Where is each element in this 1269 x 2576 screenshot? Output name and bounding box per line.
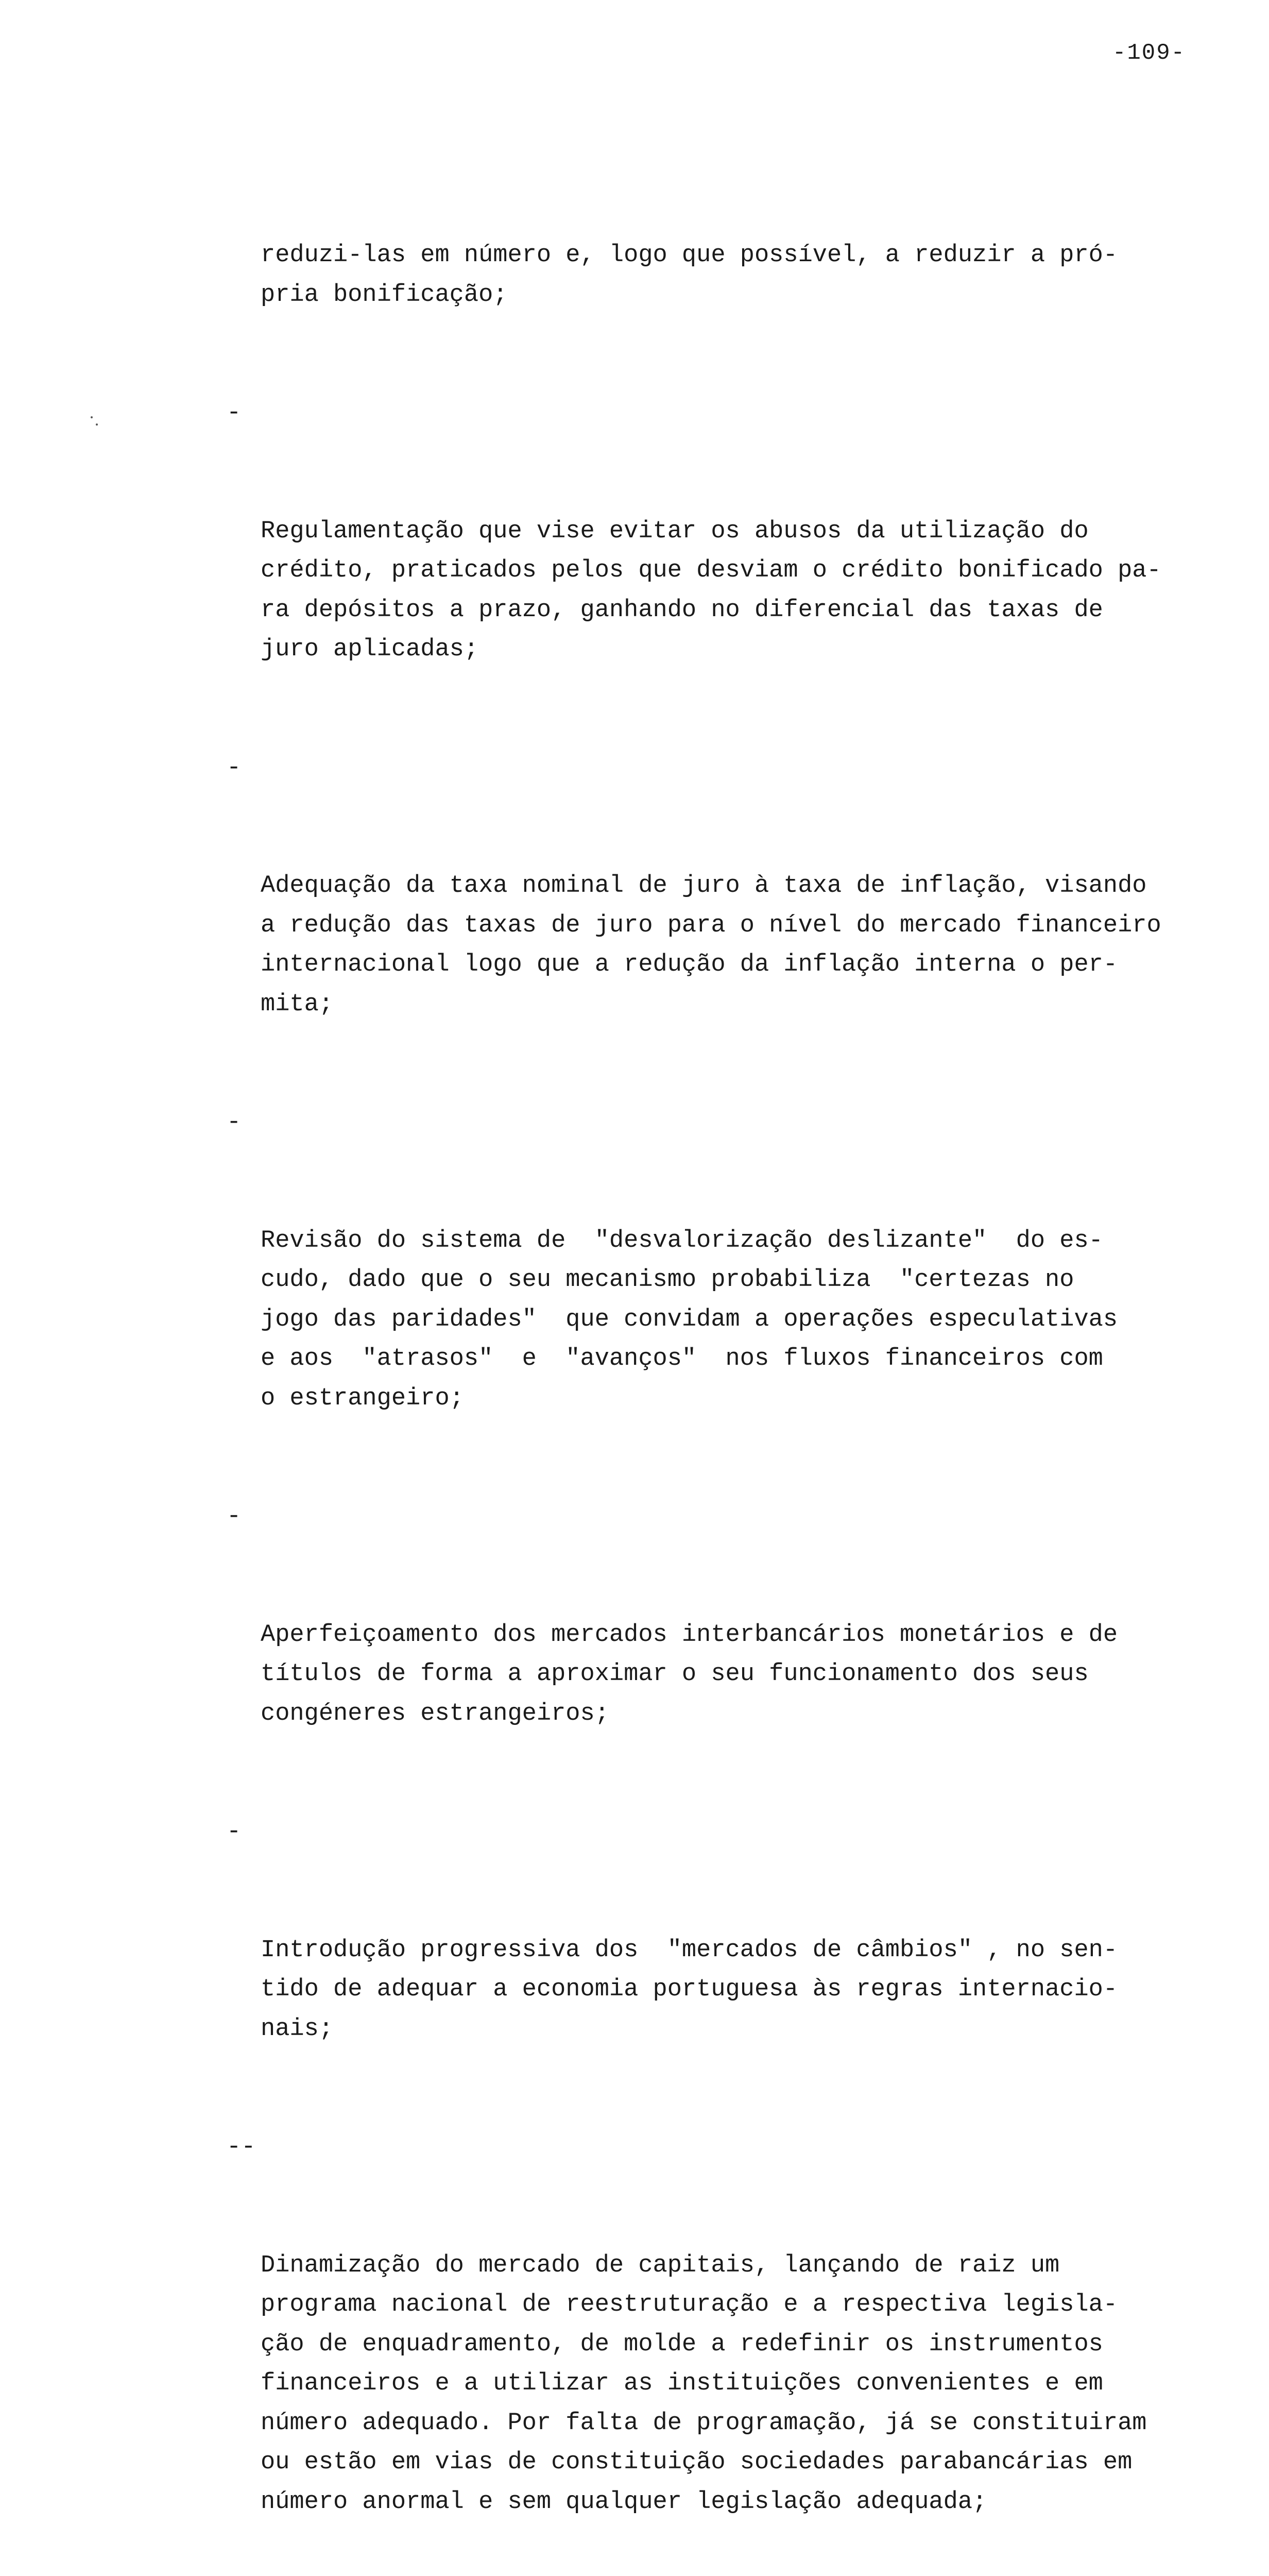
scan-speck [91, 416, 93, 418]
list-item-text: Aperfeiçoamento dos mercados interbancários monetários e de títulos de forma a aproximar o seu funcionamento dos seus congéneres estrangeiros; [261, 1621, 1118, 1727]
list-dash: -- [227, 2133, 256, 2161]
page-number: -109- [1112, 40, 1186, 66]
list-item-text: Regulamentação que vise evitar os abusos da utilização do crédito, praticados pelos que desviam o crédito bonificado pa- ra depósitos a prazo, ganhando no diferencial das taxas de juro aplicadas; [261, 517, 1161, 663]
list-dash: - [227, 399, 242, 427]
main-text [227, 157, 1231, 2576]
continuation-paragraph [227, 157, 1231, 394]
list-item-text: Dinamização do mercado de capitais, lançando de raiz um programa nacional de reestruturação e a respectiva legisla- ção de enquadramento, de molde a redefinir os instrumentos financeiros e a utilizar as instituições convenientes e em número adequado. Por falta de programação, já se constituiram ou estão em vias de constituição sociedades parabancárias em número anormal e sem qualquer legislação adequada; [261, 2251, 1147, 2516]
list-item [227, 1812, 1231, 2128]
list-item [227, 394, 1231, 749]
list-item [227, 1103, 1231, 1497]
list-dash: - [227, 1503, 242, 1530]
list-item-text: Revisão do sistema de "desvalorização deslizante" do es- cudo, dado que o seu mecanismo probabiliza "certezas no jogo das paridades" que convidam a operações especulativas e aos "atrasos" e "avanços" nos fluxos financeiros com o estrangeiro; [261, 1227, 1118, 1412]
list-item [227, 2128, 1231, 2576]
list-dash: - [227, 1818, 242, 1845]
scan-speck [96, 423, 98, 426]
list-item-text: Introdução progressiva dos "mercados de câmbios" , no sen- tido de adequar a economia portuguesa às regras internacio- nais; [261, 1936, 1118, 2043]
list-item-text: Adequação da taxa nominal de juro à taxa de inflação, visando a redução das taxas de juro para o nível do mercado financeiro internacional logo que a redução da inflação interna o per- mita; [261, 872, 1161, 1018]
list-item [227, 749, 1231, 1104]
paragraph-text: reduzi-las em número e, logo que possível, a reduzir a pró- pria bonificação; [261, 242, 1118, 309]
list-dash: - [227, 1109, 242, 1136]
list-dash: - [227, 754, 242, 782]
list-item [227, 1497, 1231, 1812]
